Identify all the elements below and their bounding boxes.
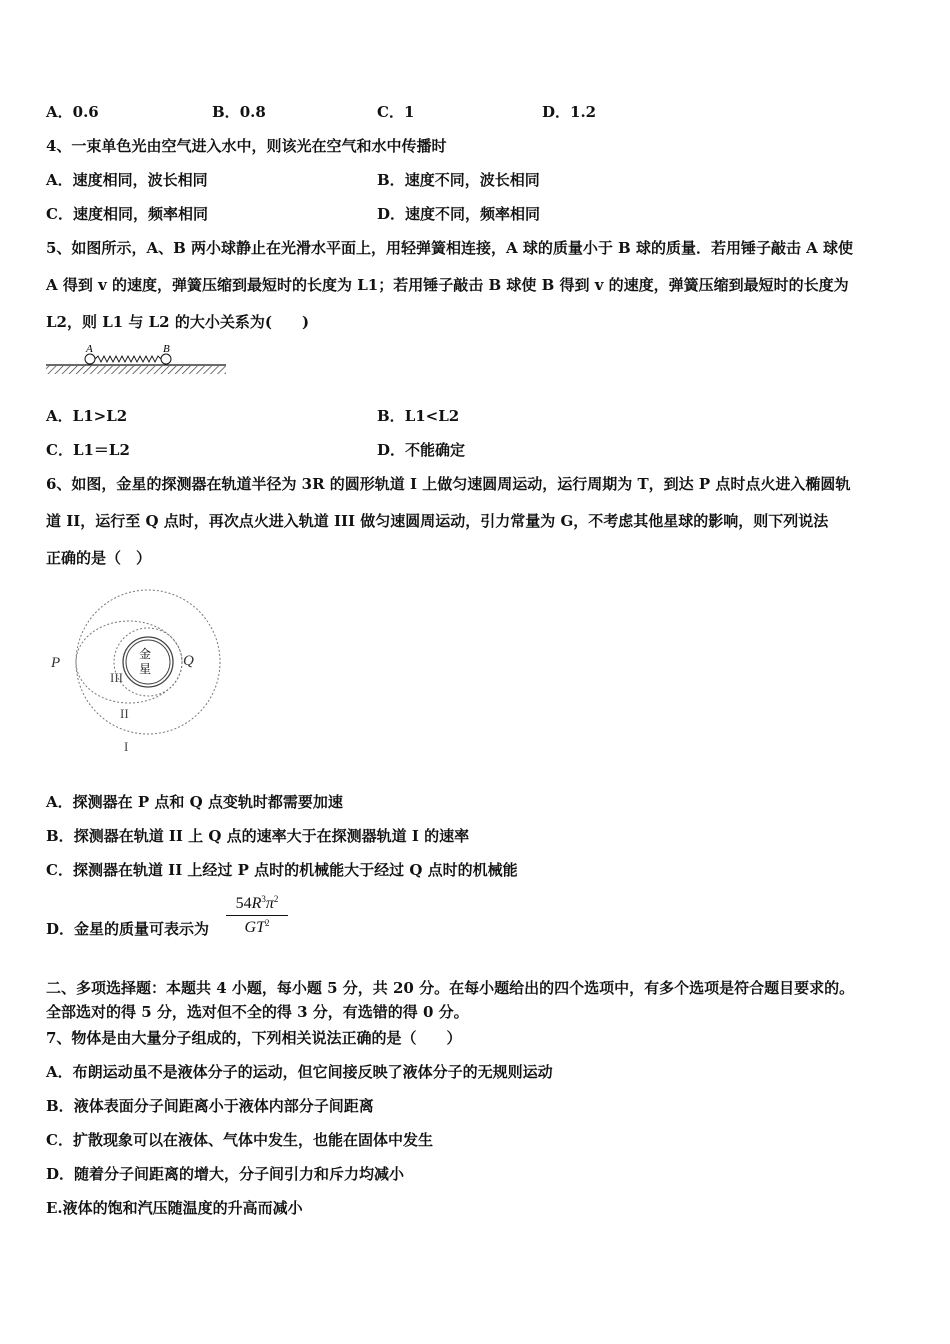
q7-option-e: E.液体的饱和汽压随温度的升高而减小 bbox=[46, 1199, 303, 1217]
q6-option-c: C．探测器在轨道 II 上经过 P 点时的机械能大于经过 Q 点时的机械能 bbox=[46, 861, 518, 879]
mass-formula bbox=[226, 894, 288, 937]
q7-option-d: D．随着分子间距离的增大，分子间引力和斥力均减小 bbox=[46, 1165, 405, 1183]
q4-option-c: C．速度相同，频率相同 bbox=[46, 205, 208, 223]
formula-denominator: $GT^2$ bbox=[244, 918, 270, 936]
formula-numerator: $54R^3\pi^2$ bbox=[226, 894, 288, 916]
spring-figure bbox=[44, 342, 228, 376]
orbit-figure bbox=[44, 585, 234, 757]
q6-stem-line2: 道 II，运行至 Q 点时，再次点火进入轨道 III 做匀速圆周运动，引力常量为 G，不考虑其他星球的影响，则下列说法 bbox=[46, 512, 829, 530]
planet-label-bottom: 星 bbox=[139, 662, 152, 676]
point-p-label: P bbox=[51, 655, 61, 671]
q5-option-d: D．不能确定 bbox=[377, 441, 466, 459]
q6-option-a: A．探测器在 P 点和 Q 点变轨时都需要加速 bbox=[46, 793, 343, 811]
ground-hatch bbox=[46, 366, 226, 374]
point-q-label: Q bbox=[183, 653, 194, 669]
q5-option-b: B．L1<L2 bbox=[377, 407, 460, 425]
q5-stem-line1: 5、如图所示，A、B 两小球静止在光滑水平面上，用轻弹簧相连接，A 球的质量小于 B 球的质量．若用锤子敲击 A 球使 bbox=[46, 239, 854, 257]
q4-stem: 4、一束单色光由空气进入水中，则该光在空气和水中传播时 bbox=[46, 137, 447, 155]
orbit-1-label: I bbox=[124, 739, 129, 754]
label-b: B bbox=[163, 343, 170, 355]
q4-option-a: A．速度相同，波长相同 bbox=[46, 171, 208, 189]
q4-option-b: B．速度不同，波长相同 bbox=[377, 171, 540, 189]
orbit-3-label: III bbox=[110, 670, 123, 685]
ball-a bbox=[85, 354, 95, 364]
planet-label-top: 金 bbox=[139, 647, 152, 661]
q6-stem-line3: 正确的是（ ） bbox=[46, 549, 152, 567]
q3-option-d: D．1.2 bbox=[542, 103, 597, 121]
q7-stem: 7、物体是由大量分子组成的，下列相关说法正确的是（ ） bbox=[46, 1029, 462, 1047]
q7-option-b: B．液体表面分子间距离小于液体内部分子间距离 bbox=[46, 1097, 374, 1115]
q3-option-b: B．0.8 bbox=[212, 103, 266, 121]
ball-b bbox=[161, 354, 171, 364]
q7-option-c: C．扩散现象可以在液体、气体中发生，也能在固体中发生 bbox=[46, 1131, 433, 1149]
orbit-2-label: II bbox=[120, 706, 129, 721]
q5-option-a: A．L1>L2 bbox=[46, 407, 128, 425]
q5-option-c: C．L1＝L2 bbox=[46, 441, 130, 459]
q7-option-a: A．布朗运动虽不是液体分子的运动，但它间接反映了液体分子的无规则运动 bbox=[46, 1063, 553, 1081]
q3-option-a: A．0.6 bbox=[46, 103, 99, 121]
section2-heading-line2: 全部选对的得 5 分，选对但不全的得 3 分，有选错的得 0 分。 bbox=[46, 1003, 469, 1021]
q6-option-d: D．金星的质量可表示为 bbox=[46, 920, 210, 938]
q3-option-c: C．1 bbox=[377, 103, 415, 121]
section2-heading-line1: 二、多项选择题：本题共 4 小题，每小题 5 分，共 20 分。在每小题给出的四个选项中，有多个选项是符合题目要求的。 bbox=[46, 979, 855, 997]
q6-option-b: B．探测器在轨道 II 上 Q 点的速率大于在探测器轨道 I 的速率 bbox=[46, 827, 470, 845]
q4-option-d: D．速度不同，频率相同 bbox=[377, 205, 541, 223]
q5-stem-line2: A 得到 v 的速度，弹簧压缩到最短时的长度为 L1；若用锤子敲击 B 球使 B 得到 v 的速度，弹簧压缩到最短时的长度为 bbox=[46, 276, 849, 294]
q6-stem-line1: 6、如图，金星的探测器在轨道半径为 3R 的圆形轨道 I 上做匀速圆周运动，运行周期为 T，到达 P 点时点火进入椭圆轨 bbox=[46, 475, 851, 493]
q5-stem-line3: L2，则 L1 与 L2 的大小关系为( ) bbox=[46, 313, 310, 331]
spring bbox=[95, 356, 161, 362]
label-a: A bbox=[86, 343, 93, 355]
